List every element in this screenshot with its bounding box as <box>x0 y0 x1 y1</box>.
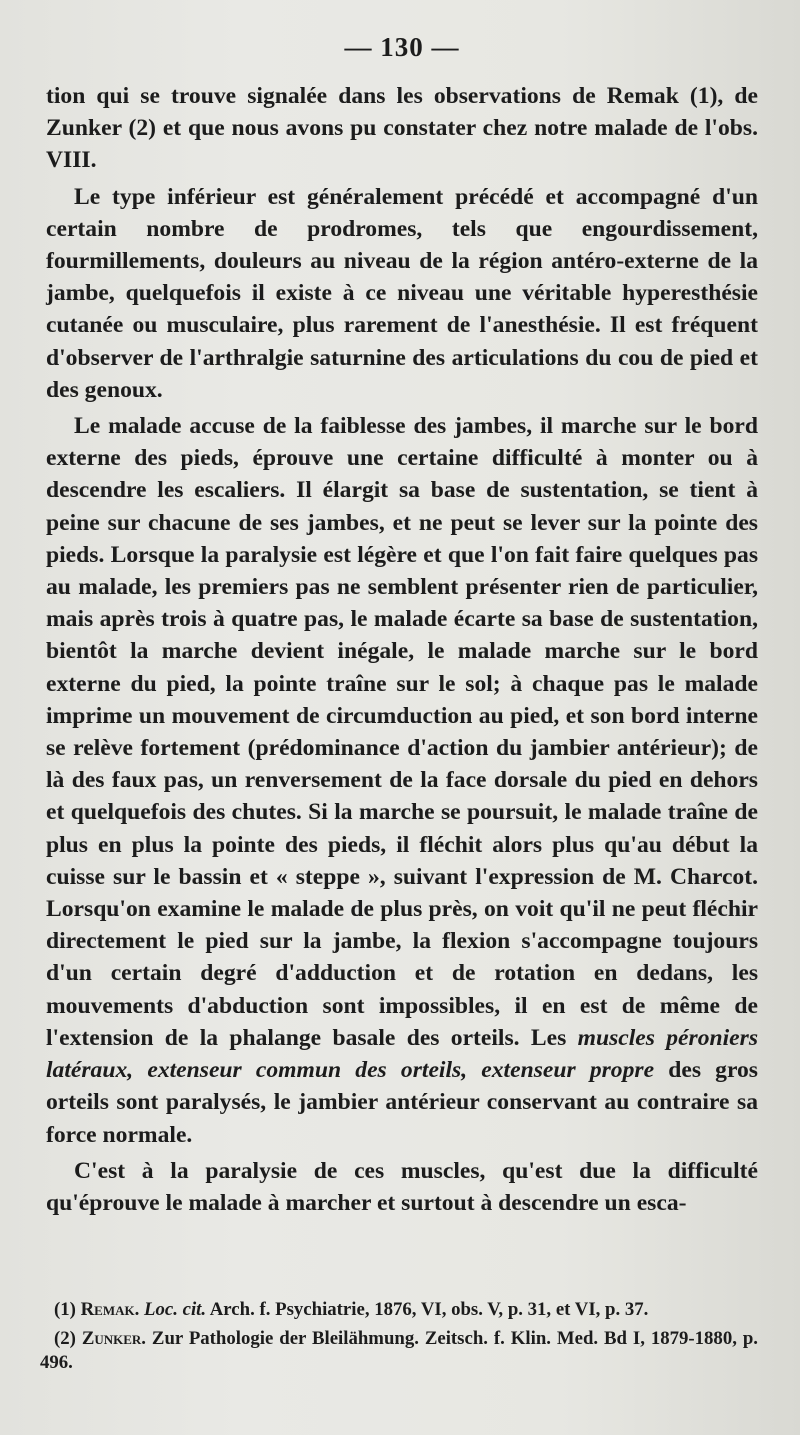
paragraph-text: des gros orteils sont paralysés, le jambier antérieur conservant au contraire sa force normale. <box>46 1057 758 1148</box>
paragraph-text: Le malade accuse de la faiblesse des jambes, il marche sur le bord externe des pieds, éprouve une certaine difficulté à monter ou à descendre les escaliers. Il élargit sa base de sustentation, se tient à peine sur chacune de ses jambes, et ne peut se lever sur la pointe des pieds. Lorsque la paralysie est légère et que l'on fait faire quelques pas au malade, les premiers pas ne semblent présenter rien de particulier, mais après trois à quatre pas, le malade écarte sa base de sustentation, bientôt la marche devient inégale, le malade marche sur le bord externe du pied, la pointe traîne sur le sol; à chaque pas le malade imprime un mouvement de circumduction au pied, et son bord interne se relève fortement (prédominance d'action du jambier antérieur); de là des faux pas, un renversement de la face dorsale du pied en dehors et quelquefois des chutes. Si la marche se poursuit, le malade traîne de plus en plus la pointe des pieds, il fléchit alors plus qu'au début la cuisse sur le bassin et « steppe », suivant l'expression de M. Charcot. Lorsqu'on examine le malade de plus près, on voit qu'il ne peut fléchir directement le pied sur la jambe, la flexion s'accompagne toujours d'un certain degré d'adduction et de rotation en dedans, les mouvements d'abduction sont impossibles, il en est de même de l'extension de la phalange basale des orteils. Les <box>46 413 758 1051</box>
paragraph-text: C'est à la paralysie de ces muscles, qu'est due la difficulté qu'éprouve le malade à marcher et surtout à descendre un esca- <box>46 1157 758 1216</box>
footnotes <box>40 1298 758 1380</box>
footnote-author: Remak. <box>80 1299 140 1320</box>
footnote <box>40 1327 758 1376</box>
paragraph-text: tion qui se trouve signalée dans les observations de Remak (1), de Zunker (2) et que nous avons pu constater chez notre malade de l'obs. VIII. <box>46 83 758 174</box>
footnote-text: (1) <box>54 1299 81 1320</box>
body-paragraph <box>46 80 758 177</box>
body-text <box>46 80 758 1219</box>
footnote-text: (2) <box>54 1327 82 1349</box>
footnote-author: Zunker. <box>81 1327 146 1349</box>
paragraph-text: Le type inférieur est généralement précédé et accompagné d'un certain nombre de prodromes, tels que engourdissement, fourmillements, douleurs au niveau de la région antéro-externe de la jambe, quelquefois il existe à ce niveau une véritable hyperesthésie cutanée ou musculaire, plus rarement de l'anesthésie. Il est fréquent d'observer de l'arthralgie saturnine des articulations du cou de pied et des genoux. <box>46 183 758 403</box>
body-paragraph <box>46 181 758 406</box>
footnote-text: Zur Pathologie der Bleilähmung. Zeitsch. f. Klin. Med. Bd I, 1879-1880, p. 496. <box>40 1327 758 1373</box>
footnote <box>40 1298 758 1323</box>
italic-text: muscles péroniers latéraux, extenseur commun des orteils, extenseur propre <box>46 1024 759 1084</box>
footnote-italic-text: Loc. cit. <box>144 1299 207 1320</box>
body-paragraph <box>46 1155 758 1219</box>
body-paragraph <box>46 410 758 1151</box>
page-number: — 130 — <box>344 32 460 62</box>
footnote-text: Arch. f. Psychiatrie, 1876, VI, obs. V, p. 31, et VI, p. 37. <box>206 1299 649 1320</box>
